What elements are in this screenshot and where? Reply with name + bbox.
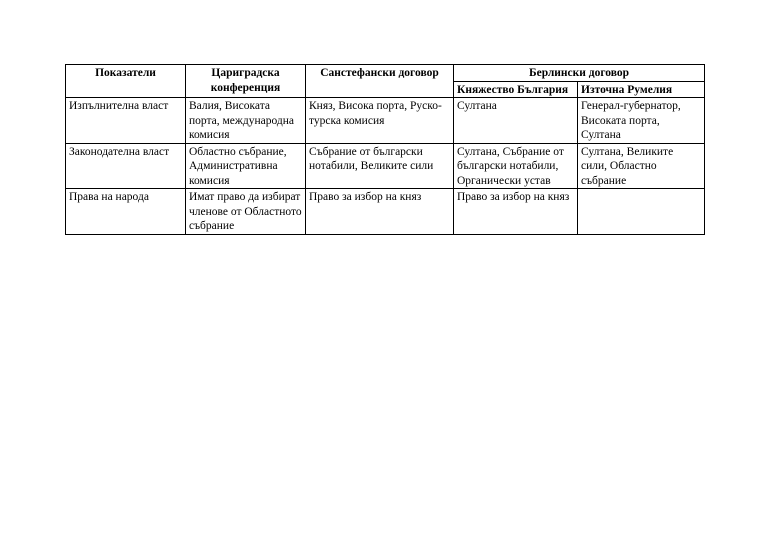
cell-principality: Султана, Събрание от български нотабили, Органически устав <box>454 143 578 189</box>
header-eastern-rumelia: Източна Румелия <box>578 81 705 98</box>
table-body <box>66 98 705 235</box>
row-label-rights: Права на народа <box>66 189 186 235</box>
header-san-stefano-treaty: Санстефански договор <box>306 65 454 98</box>
cell-eastern-rumelia: Султана, Великите сили, Областно събрание <box>578 143 705 189</box>
header-berlin-treaty: Берлински договор <box>454 65 705 82</box>
row-label-legislative: Законодателна власт <box>66 143 186 189</box>
cell-principality: Право за избор на княз <box>454 189 578 235</box>
header-constantinople-conference: Цариградска конференция <box>186 65 306 98</box>
cell-principality: Султана <box>454 98 578 144</box>
table-row <box>66 143 705 189</box>
header-row <box>66 65 705 82</box>
cell-constantinople: Валия, Високата порта, международна комисия <box>186 98 306 144</box>
header-principality-bulgaria: Княжество България <box>454 81 578 98</box>
cell-constantinople: Областно събрание, Административна комисия <box>186 143 306 189</box>
cell-eastern-rumelia <box>578 189 705 235</box>
table-header <box>66 65 705 98</box>
cell-eastern-rumelia: Генерал-губернатор, Високата порта, Султана <box>578 98 705 144</box>
cell-san-stefano: Княз, Висока порта, Руско-турска комисия <box>306 98 454 144</box>
cell-san-stefano: Събрание от български нотабили, Великите сили <box>306 143 454 189</box>
cell-san-stefano: Право за избор на княз <box>306 189 454 235</box>
row-label-executive: Изпълнителна власт <box>66 98 186 144</box>
table-row <box>66 98 705 144</box>
table-row <box>66 189 705 235</box>
cell-constantinople: Имат право да избират членове от Областното събрание <box>186 189 306 235</box>
header-indicators: Показатели <box>66 65 186 98</box>
comparison-table <box>65 64 705 235</box>
